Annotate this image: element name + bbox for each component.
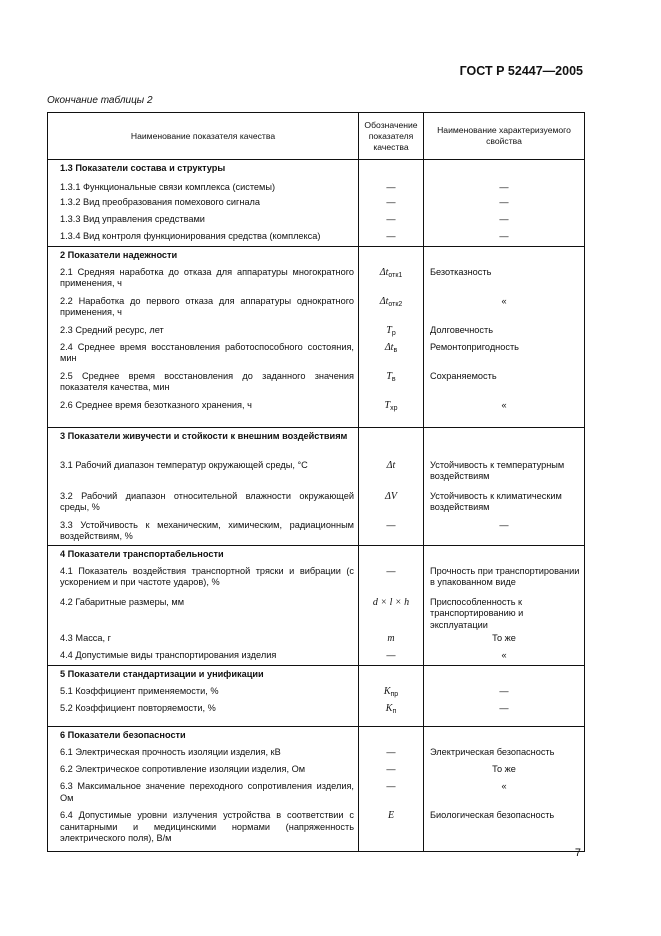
symbol-main: m xyxy=(387,632,395,644)
section-header-row xyxy=(48,160,585,181)
indicator-name: 3.3 Устойчивость к механическим, химическим, радиационным воздействиям, % xyxy=(48,519,359,546)
symbol-main: T xyxy=(386,324,392,336)
indicator-name: 4.3 Масса, г xyxy=(48,632,359,649)
table-row xyxy=(48,341,585,370)
characterized-property: Ремонтопригодность xyxy=(424,341,585,370)
symbol-main: K xyxy=(385,702,393,714)
characterized-property: — xyxy=(424,519,585,546)
characterized-property: — xyxy=(424,213,585,230)
indicator-name: 2.4 Среднее время восстановления работоспособного состояния, мин xyxy=(48,341,359,370)
characterized-property: — xyxy=(424,181,585,196)
characterized-property: Электрическая безопасность xyxy=(424,746,585,763)
table-row xyxy=(48,196,585,213)
column-header-indicator: Наименование показателя качества xyxy=(48,113,359,160)
empty-cell xyxy=(359,546,424,565)
symbol-subscript: в xyxy=(393,346,398,354)
symbol-main: — xyxy=(386,213,396,224)
symbol-main: Δt xyxy=(379,266,389,278)
empty-cell xyxy=(424,546,585,565)
section-header-row xyxy=(48,546,585,565)
section-header-row xyxy=(48,247,585,266)
table-row xyxy=(48,565,585,596)
column-header-property: Наименование характеризуемого свойства xyxy=(424,113,585,160)
characterized-property: Прочность при транспортировании в упакованном виде xyxy=(424,565,585,596)
symbol-main: — xyxy=(386,649,396,660)
empty-cell xyxy=(424,727,585,746)
indicator-symbol xyxy=(359,295,424,324)
section-title: 5 Показатели стандартизации и унификации xyxy=(48,666,359,685)
indicator-name: 5.1 Коэффициент применяемости, % xyxy=(48,685,359,702)
indicator-symbol xyxy=(359,181,424,196)
indicator-name: 3.2 Рабочий диапазон относительной влажности окружающей среды, % xyxy=(48,490,359,519)
table-row xyxy=(48,519,585,546)
table-row xyxy=(48,746,585,763)
table-row xyxy=(48,685,585,702)
characterized-property: Приспособленность к транспортированию и эксплуатации xyxy=(424,596,585,632)
indicator-name: 1.3.4 Вид контроля функционирования средства (комплекса) xyxy=(48,230,359,247)
characterized-property: Безотказность xyxy=(424,266,585,295)
symbol-subscript: отк2 xyxy=(388,300,403,308)
characterized-property: « xyxy=(424,295,585,324)
table-row xyxy=(48,780,585,809)
table-row xyxy=(48,596,585,632)
table-caption: Окончание таблицы 2 xyxy=(47,95,153,106)
table-row xyxy=(48,763,585,780)
section-title: 4 Показатели транспортабельности xyxy=(48,546,359,565)
empty-cell xyxy=(359,247,424,266)
symbol-subscript: п xyxy=(392,707,397,715)
indicator-name: 6.3 Максимальное значение переходного сопротивления изделия, Ом xyxy=(48,780,359,809)
characterized-property: « xyxy=(424,780,585,809)
symbol-main: — xyxy=(386,763,396,774)
table-row xyxy=(48,459,585,490)
table-row xyxy=(48,632,585,649)
indicator-symbol xyxy=(359,702,424,727)
characterized-property: Биологическая безопасность xyxy=(424,809,585,852)
characterized-property: То же xyxy=(424,763,585,780)
indicator-name: 4.1 Показатель воздействия транспортной тряски и вибрации (с ускорением и при частоте ударов), % xyxy=(48,565,359,596)
indicator-symbol xyxy=(359,399,424,428)
symbol-main: K xyxy=(383,685,391,697)
table-row xyxy=(48,324,585,341)
indicator-symbol xyxy=(359,490,424,519)
indicator-name: 5.2 Коэффициент повторяемости, % xyxy=(48,702,359,727)
indicator-symbol xyxy=(359,809,424,852)
table-row xyxy=(48,649,585,666)
indicator-name: 2.1 Средняя наработка до отказа для аппаратуры многократного применения, ч xyxy=(48,266,359,295)
table-row xyxy=(48,399,585,428)
symbol-main: T xyxy=(386,370,392,382)
quality-indicators-table xyxy=(47,112,585,852)
symbol-main: — xyxy=(386,181,396,192)
characterized-property: — xyxy=(424,230,585,247)
indicator-name: 2.6 Среднее время безотказного хранения, ч xyxy=(48,399,359,428)
symbol-subscript: хр xyxy=(390,404,398,412)
symbol-main: d × l × h xyxy=(372,596,410,608)
indicator-symbol xyxy=(359,324,424,341)
symbol-main: Δt xyxy=(386,459,396,471)
indicator-symbol xyxy=(359,649,424,666)
section-title: 6 Показатели безопасности xyxy=(48,727,359,746)
characterized-property: Устойчивость к климатическим воздействиям xyxy=(424,490,585,519)
indicator-symbol xyxy=(359,685,424,702)
indicator-name: 1.3.3 Вид управления средствами xyxy=(48,213,359,230)
symbol-main: — xyxy=(386,780,396,791)
indicator-name: 2.2 Наработка до первого отказа для аппаратуры однократного применения, ч xyxy=(48,295,359,324)
symbol-subscript: в xyxy=(391,375,396,383)
indicator-symbol xyxy=(359,459,424,490)
indicator-symbol xyxy=(359,341,424,370)
indicator-symbol xyxy=(359,266,424,295)
characterized-property: — xyxy=(424,685,585,702)
characterized-property: Устойчивость к температурным воздействиям xyxy=(424,459,585,490)
empty-cell xyxy=(424,666,585,685)
table-row xyxy=(48,702,585,727)
table-row xyxy=(48,370,585,399)
indicator-symbol xyxy=(359,632,424,649)
symbol-subscript: отк1 xyxy=(388,271,403,279)
symbol-main: — xyxy=(386,746,396,757)
symbol-main: E xyxy=(387,809,395,821)
symbol-main: — xyxy=(386,565,396,576)
section-title: 2 Показатели надежности xyxy=(48,247,359,266)
indicator-symbol xyxy=(359,519,424,546)
symbol-main: — xyxy=(386,230,396,241)
table-header-row xyxy=(48,113,585,160)
indicator-symbol xyxy=(359,746,424,763)
characterized-property: Сохраняемость xyxy=(424,370,585,399)
indicator-symbol xyxy=(359,230,424,247)
page-number: 7 xyxy=(574,847,581,859)
column-header-symbol: Обозначение показателя качества xyxy=(359,113,424,160)
empty-cell xyxy=(424,247,585,266)
section-header-row xyxy=(48,666,585,685)
symbol-subscript: пр xyxy=(390,690,399,698)
indicator-name: 2.3 Средний ресурс, лет xyxy=(48,324,359,341)
indicator-symbol xyxy=(359,596,424,632)
empty-cell xyxy=(424,428,585,459)
empty-cell xyxy=(359,666,424,685)
indicator-name: 6.2 Электрическое сопротивление изоляции изделия, Ом xyxy=(48,763,359,780)
characterized-property: Долговечность xyxy=(424,324,585,341)
symbol-subscript: р xyxy=(391,329,396,337)
table-row xyxy=(48,295,585,324)
symbol-main: ΔV xyxy=(385,490,397,502)
table-row xyxy=(48,809,585,852)
symbol-main: Δt xyxy=(384,341,394,353)
indicator-symbol xyxy=(359,196,424,213)
characterized-property: « xyxy=(424,399,585,428)
table-row xyxy=(48,213,585,230)
empty-cell xyxy=(359,428,424,459)
standard-header: ГОСТ Р 52447—2005 xyxy=(459,64,583,78)
table-row xyxy=(48,230,585,247)
characterized-property: « xyxy=(424,649,585,666)
indicator-name: 1.3.1 Функциональные связи комплекса (системы) xyxy=(48,181,359,196)
indicator-name: 6.1 Электрическая прочность изоляции изделия, кВ xyxy=(48,746,359,763)
empty-cell xyxy=(359,727,424,746)
characterized-property: — xyxy=(424,196,585,213)
table-body xyxy=(48,160,585,852)
symbol-main: — xyxy=(386,519,396,530)
empty-cell xyxy=(424,160,585,181)
indicator-symbol xyxy=(359,780,424,809)
indicator-symbol xyxy=(359,565,424,596)
symbol-main: T xyxy=(384,399,391,411)
indicator-name: 6.4 Допустимые уровни излучения устройства в соответствии с санитарными и медицинскими нормами (напряженность электрического поля), В/м xyxy=(48,809,359,852)
section-title: 3 Показатели живучести и стойкости к внешним воздействиям xyxy=(48,428,359,459)
indicator-name: 3.1 Рабочий диапазон температур окружающей среды, °С xyxy=(48,459,359,490)
indicator-name: 4.2 Габаритные размеры, мм xyxy=(48,596,359,632)
table-row xyxy=(48,181,585,196)
section-title: 1.3 Показатели состава и структуры xyxy=(48,160,359,181)
indicator-symbol xyxy=(359,763,424,780)
indicator-name: 1.3.2 Вид преобразования помехового сигнала xyxy=(48,196,359,213)
table-row xyxy=(48,266,585,295)
section-header-row xyxy=(48,428,585,459)
characterized-property: — xyxy=(424,702,585,727)
empty-cell xyxy=(359,160,424,181)
indicator-name: 2.5 Среднее время восстановления до заданного значения показателя качества, мин xyxy=(48,370,359,399)
symbol-main: — xyxy=(386,196,396,207)
table-row xyxy=(48,490,585,519)
symbol-main: Δt xyxy=(379,295,389,307)
section-header-row xyxy=(48,727,585,746)
indicator-symbol xyxy=(359,370,424,399)
characterized-property: То же xyxy=(424,632,585,649)
indicator-name: 4.4 Допустимые виды транспортирования изделия xyxy=(48,649,359,666)
indicator-symbol xyxy=(359,213,424,230)
